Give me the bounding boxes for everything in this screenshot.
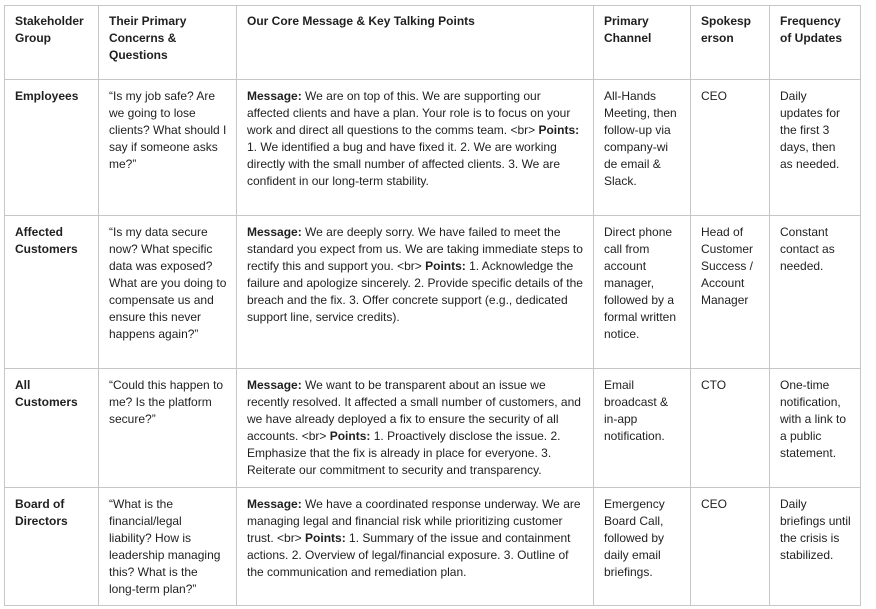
frequency-cell: Daily updates for the first 3 days, then as needed. [770, 80, 861, 216]
stakeholder-table-container [4, 5, 861, 606]
points-label: Points: [305, 531, 346, 545]
points-text: 1. We identified a bug and have fixed it. 2. We are working directly with the small number of affected clients. 3. We are confident in our long-term stability. [247, 140, 561, 188]
message-label: Message: [247, 225, 302, 239]
message-text: We want to be transparent about an issue we recently resolved. It affected a small number of customers, and we have already deployed a fix to ensure the security of all accounts. <br> [247, 378, 581, 443]
frequency-cell: One-time notification, with a link to a public statement. [770, 369, 861, 488]
stakeholder-group-cell: All Customers [5, 369, 99, 488]
table-header-row [5, 6, 861, 80]
message-label: Message: [247, 497, 302, 511]
message-text: We are deeply sorry. We have failed to meet the standard you expect from us. We are taking immediate steps to rectify this and support you. <br> [247, 225, 583, 273]
message-cell [237, 369, 594, 488]
header-stakeholder-group: Stakeholder Group [5, 6, 99, 80]
channel-cell: Emergency Board Call, followed by daily email briefings. [594, 488, 691, 606]
points-text: 1. Proactively disclose the issue. 2. Emphasize that the fix is already in place for everyone. 3. Reiterate our commitment to security and transparency. [247, 429, 561, 477]
spokesperson-cell: CEO [691, 80, 770, 216]
points-label: Points: [329, 429, 371, 443]
channel-cell: Email broadcast & in-app notification. [594, 369, 691, 488]
table-row [5, 80, 861, 216]
concerns-cell: “Is my data secure now? What specific data was exposed? What are you doing to compensate us and ensure this never happens again?” [99, 216, 237, 369]
message-label: Message: [247, 378, 302, 392]
spokesperson-cell: Head of Customer Success / Account Manager [691, 216, 770, 369]
message-cell [237, 488, 594, 606]
channel-cell: Direct phone call from account manager, followed by a formal written notice. [594, 216, 691, 369]
spokesperson-cell: CEO [691, 488, 770, 606]
concerns-cell: “What is the financial/legal liability? How is leadership managing this? What is the long-term plan?” [99, 488, 237, 606]
stakeholder-communication-table [4, 5, 861, 606]
points-label: Points: [538, 123, 580, 137]
message-cell [237, 216, 594, 369]
points-text: 1. Summary of the issue and containment actions. 2. Overview of legal/financial exposure. 3. Outline of the communication and remediation plan. [247, 531, 571, 579]
points-text: 1. Acknowledge the failure and apologize sincerely. 2. Provide specific details of the breach and the fix. 3. Offer concrete support (e.g., dedicated support line, service credits). [247, 259, 583, 324]
table-row [5, 369, 861, 488]
header-spokesperson: Spokesp erson [691, 6, 770, 80]
header-concerns: Their Primary Concerns & Questions [99, 6, 237, 80]
table-row [5, 216, 861, 369]
message-cell [237, 80, 594, 216]
message-text: We have a coordinated response underway. We are managing legal and financial risk while prioritizing customer trust. <br> [247, 497, 581, 545]
channel-cell: All-Hands Meeting, then follow-up via company-wi de email & Slack. [594, 80, 691, 216]
points-label: Points: [425, 259, 466, 273]
concerns-cell: “Could this happen to me? Is the platform secure?” [99, 369, 237, 488]
spokesperson-cell: CTO [691, 369, 770, 488]
table-row [5, 488, 861, 606]
header-primary-channel: Primary Channel [594, 6, 691, 80]
concerns-cell: “Is my job safe? Are we going to lose clients? What should I say if someone asks me?” [99, 80, 237, 216]
stakeholder-group-cell: Board of Directors [5, 488, 99, 606]
message-label: Message: [247, 89, 302, 103]
frequency-cell: Daily briefings until the crisis is stabilized. [770, 488, 861, 606]
header-frequency: Frequency of Updates [770, 6, 861, 80]
frequency-cell: Constant contact as needed. [770, 216, 861, 369]
message-text: We are on top of this. We are supporting our affected clients and have a plan. Your role is to focus on your work and direct all questions to the comms team. <br> [247, 89, 571, 137]
stakeholder-group-cell: Employees [5, 80, 99, 216]
header-core-message: Our Core Message & Key Talking Points [237, 6, 594, 80]
stakeholder-group-cell: Affected Customers [5, 216, 99, 369]
